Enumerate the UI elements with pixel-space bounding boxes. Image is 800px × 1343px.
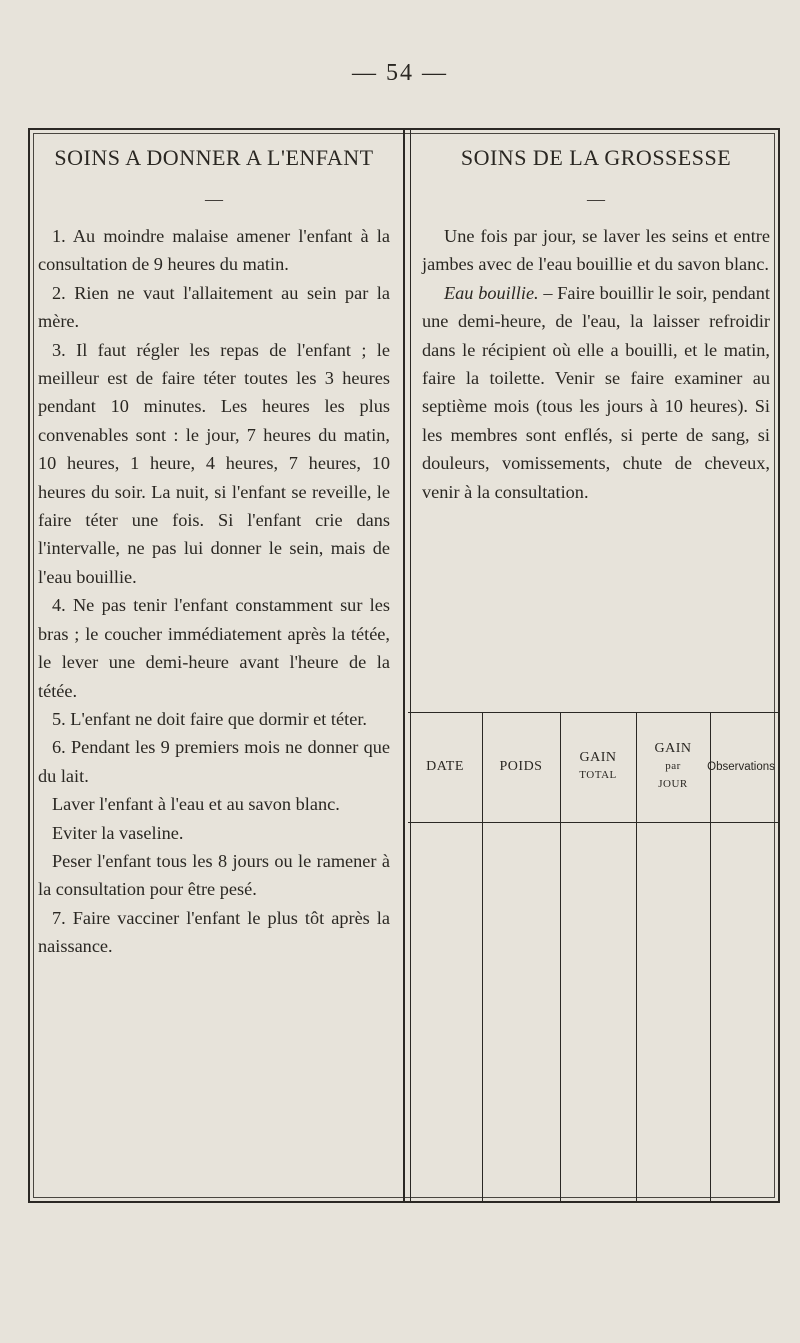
- left-paragraph-1: 1. Au moindre malaise amener l'enfant à la consultation de 9 heures du matin.: [38, 226, 390, 275]
- left-paragraph-9: Peser l'enfant tous les 8 jours ou le ramener à la consultation pour être pesé.: [38, 850, 390, 900]
- header-date: [408, 712, 482, 822]
- left-paragraph-8: Eviter la vaseline.: [52, 822, 184, 843]
- right-paragraph-2: [422, 279, 770, 506]
- left-paragraph-4: 4. Ne pas tenir l'enfant constamment sur les bras ; le coucher immédiatement après la tétée, le lever une demi-heure avant l'heure de la tétée.: [38, 595, 390, 701]
- eau-bouillie-heading: Eau bouillie.: [444, 282, 539, 303]
- page-frame: [28, 128, 780, 1203]
- table-header-rule: [408, 822, 778, 823]
- left-section-title: SOINS A DONNER A L'ENFANT: [54, 145, 374, 170]
- left-paragraph-5: 5. L'enfant ne doit faire que dormir et téter.: [52, 708, 367, 729]
- header-gain-jour-line3: JOUR: [658, 778, 688, 790]
- right-column: [422, 144, 770, 506]
- weight-table: [408, 712, 778, 1201]
- right-section-dash: —: [587, 189, 605, 209]
- right-section-title: SOINS DE LA GROSSESSE: [460, 145, 732, 170]
- header-gain-total-line1: GAIN: [579, 750, 617, 765]
- header-gain-jour-line2: par: [665, 760, 681, 772]
- right-paragraph-2-text: – Faire bouillir le soir, pendant une demi-heure, de l'eau, la laisser refroidir dans le récipient où elle a bouilli, et le matin, faire la toilette. Venir se faire examiner au septième mois (tous les jours à 10 heures). Si les membres sont enflés, si perte de sang, si douleurs, vomissements, chute de cheveux, venir à la consultation.: [422, 282, 770, 502]
- header-poids-label: POIDS: [499, 759, 543, 774]
- left-paragraph-3: 3. Il faut régler les repas de l'enfant ; le meilleur est de faire téter toutes les 3 heures pendant 10 minutes. Les heures les plus convenables sont : le jour, 7 heures du matin, 10 heures, 1 heure, 4 heures, 7 heures, 10 heures du soir. La nuit, si l'enfant se reveille, le faire téter une fois. Si l'enfant crie dans l'intervalle, ne pas lui donner le sein, mais de l'eau bouillie.: [38, 339, 390, 587]
- header-gain-total: [560, 712, 636, 822]
- header-gain-jour-line1: GAIN: [654, 741, 692, 756]
- page-number: — 54 —: [352, 60, 448, 86]
- header-date-label: DATE: [426, 759, 464, 774]
- left-paragraph-7: Laver l'enfant à l'eau et au savon blanc.: [52, 794, 340, 815]
- right-paragraph-1: Une fois par jour, se laver les seins et entre jambes avec de l'eau bouillie et du savon blanc.: [422, 226, 770, 275]
- left-paragraph-10: 7. Faire vacciner l'enfant le plus tôt après la naissance.: [38, 907, 390, 957]
- left-paragraph-2: 2. Rien ne vaut l'allaitement au sein par la mère.: [38, 282, 390, 332]
- header-gain-jour: [636, 712, 710, 822]
- header-observations: [707, 712, 775, 822]
- header-observations-label: Observations: [707, 761, 775, 773]
- header-poids: [482, 712, 560, 822]
- left-section-dash: —: [205, 189, 223, 209]
- left-column: [38, 144, 390, 961]
- header-gain-total-line2: TOTAL: [579, 769, 617, 781]
- left-paragraph-6: 6. Pendant les 9 premiers mois ne donner que du lait.: [38, 737, 390, 786]
